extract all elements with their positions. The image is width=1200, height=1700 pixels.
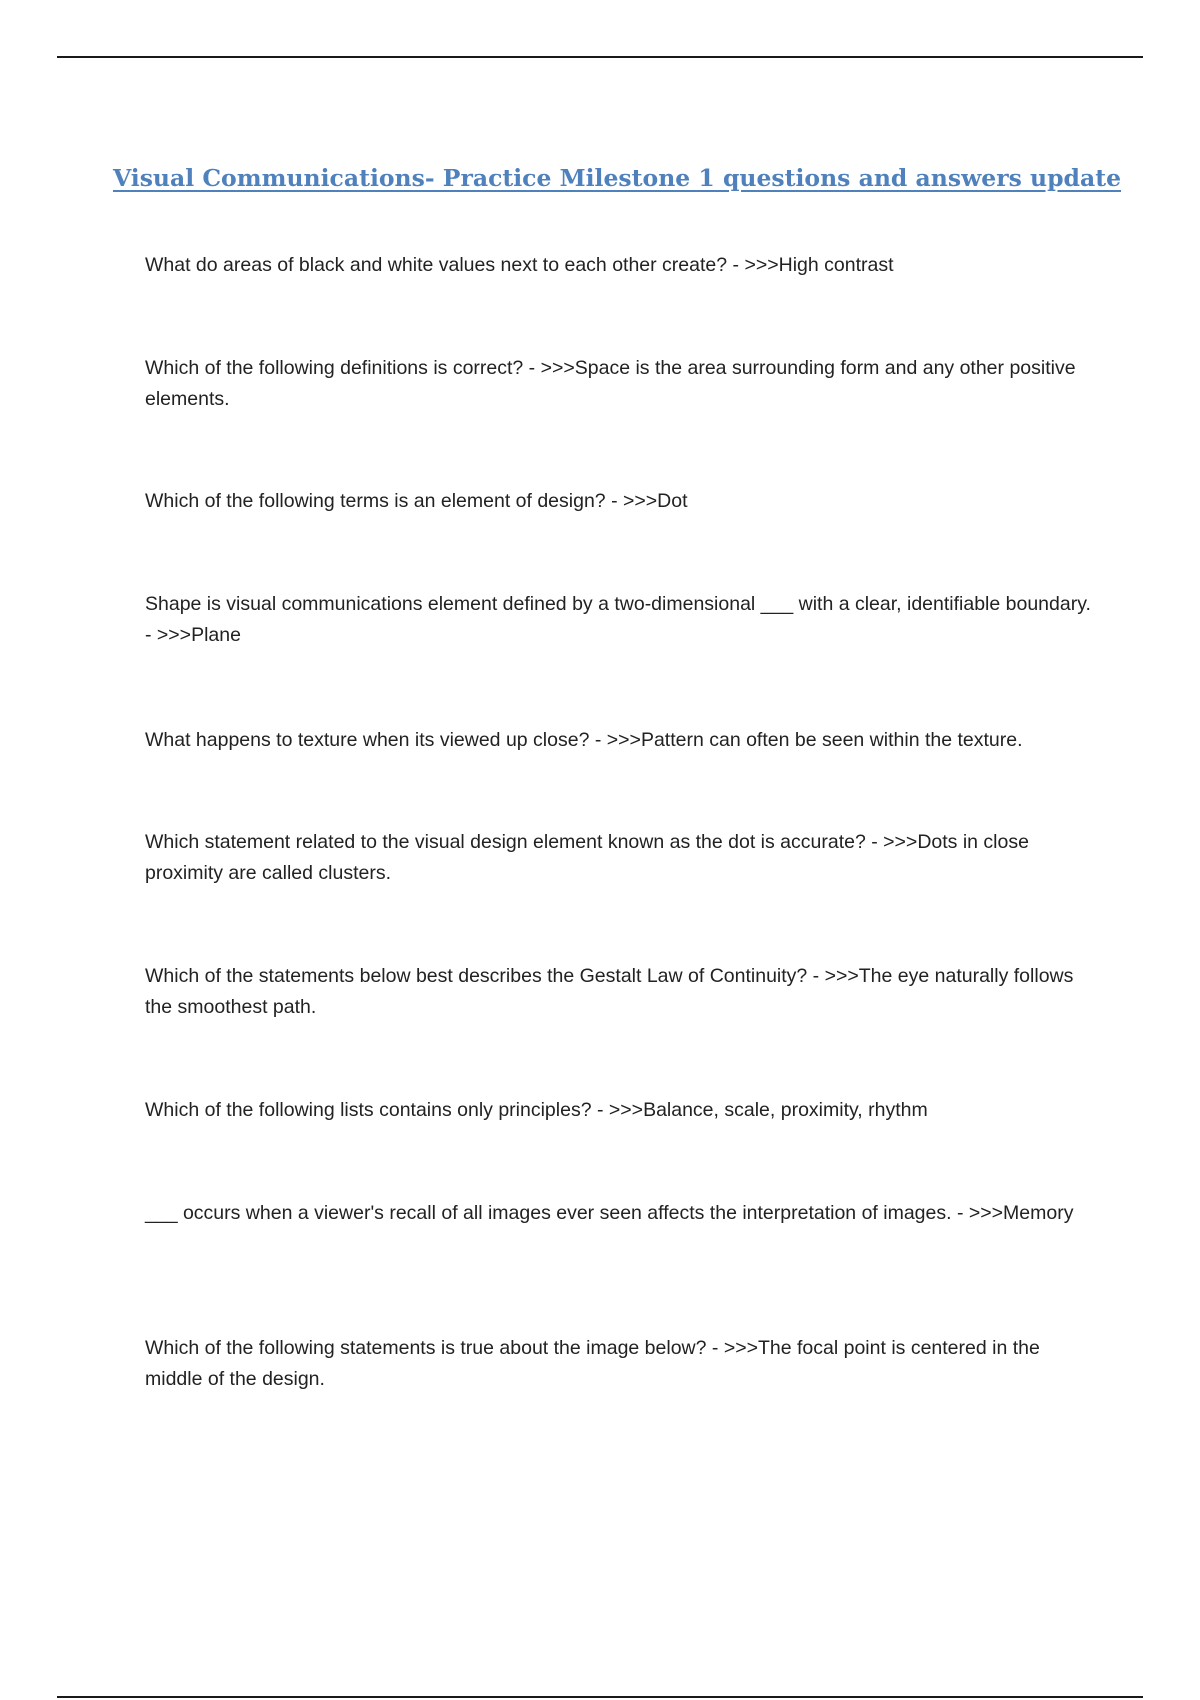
header-rule [57,56,1143,58]
answer-text: Plane [191,624,241,646]
qa-item [145,827,1095,889]
footer-rule [57,1696,1143,1698]
question-text: What do areas of black and white values next to each other create? [145,254,728,276]
question-text: What happens to texture when its viewed up close? [145,729,590,751]
answer-separator: - >>> [865,831,918,853]
question-text: Which of the following terms is an element of design? [145,490,606,512]
answer-text: Dots in close proximity are called clusters. [145,831,1029,884]
answer-text: Space is the area surrounding form and any other positive elements. [145,357,1076,410]
answer-text: Memory [1003,1202,1074,1224]
answer-separator: - >>> [589,729,641,751]
answer-separator: - >>> [727,254,779,276]
answer-text: Pattern can often be seen within the texture. [640,729,1023,751]
qa-item [145,1333,1095,1395]
question-text: Which of the statements below best describes the Gestalt Law of Continuity? [145,965,808,987]
answer-separator: - >>> [591,1099,644,1121]
qa-item [145,589,1095,651]
answer-text: The focal point is centered in the middle of the design. [145,1337,1040,1390]
qa-item [145,1198,1095,1229]
qa-item [145,353,1095,415]
answer-text: Dot [657,490,688,512]
answer-separator: - >>> [145,624,192,646]
answer-text: High contrast [778,254,894,276]
answer-text: The eye naturally follows the smoothest path. [145,965,1074,1018]
answer-separator: - >>> [807,965,859,987]
answer-separator: - >>> [605,490,658,512]
question-text: Which of the following statements is true about the image below? [145,1337,707,1359]
question-text: Which of the following lists contains only principles? [145,1099,592,1121]
qa-item [145,961,1095,1023]
question-text: Which of the following definitions is correct? [145,357,524,379]
answer-separator: - >>> [951,1202,1004,1224]
question-text: Which statement related to the visual design element known as the dot is accurate? [145,831,866,853]
qa-item [145,250,1095,281]
qa-item [145,486,1095,517]
qa-item [145,1095,1095,1126]
question-text: Shape is visual communications element defined by a two-dimensional ___ with a clear, identifiable boundary. [145,593,1091,615]
document-title: Visual Communications- Practice Milestone 1 questions and answers update [112,164,1122,192]
answer-separator: - >>> [523,357,575,379]
question-text: ___ occurs when a viewer's recall of all images ever seen affects the interpretation of images. [145,1202,952,1224]
qa-item [145,725,1095,756]
answer-text: Balance, scale, proximity, rhythm [643,1099,928,1121]
answer-separator: - >>> [706,1337,758,1359]
